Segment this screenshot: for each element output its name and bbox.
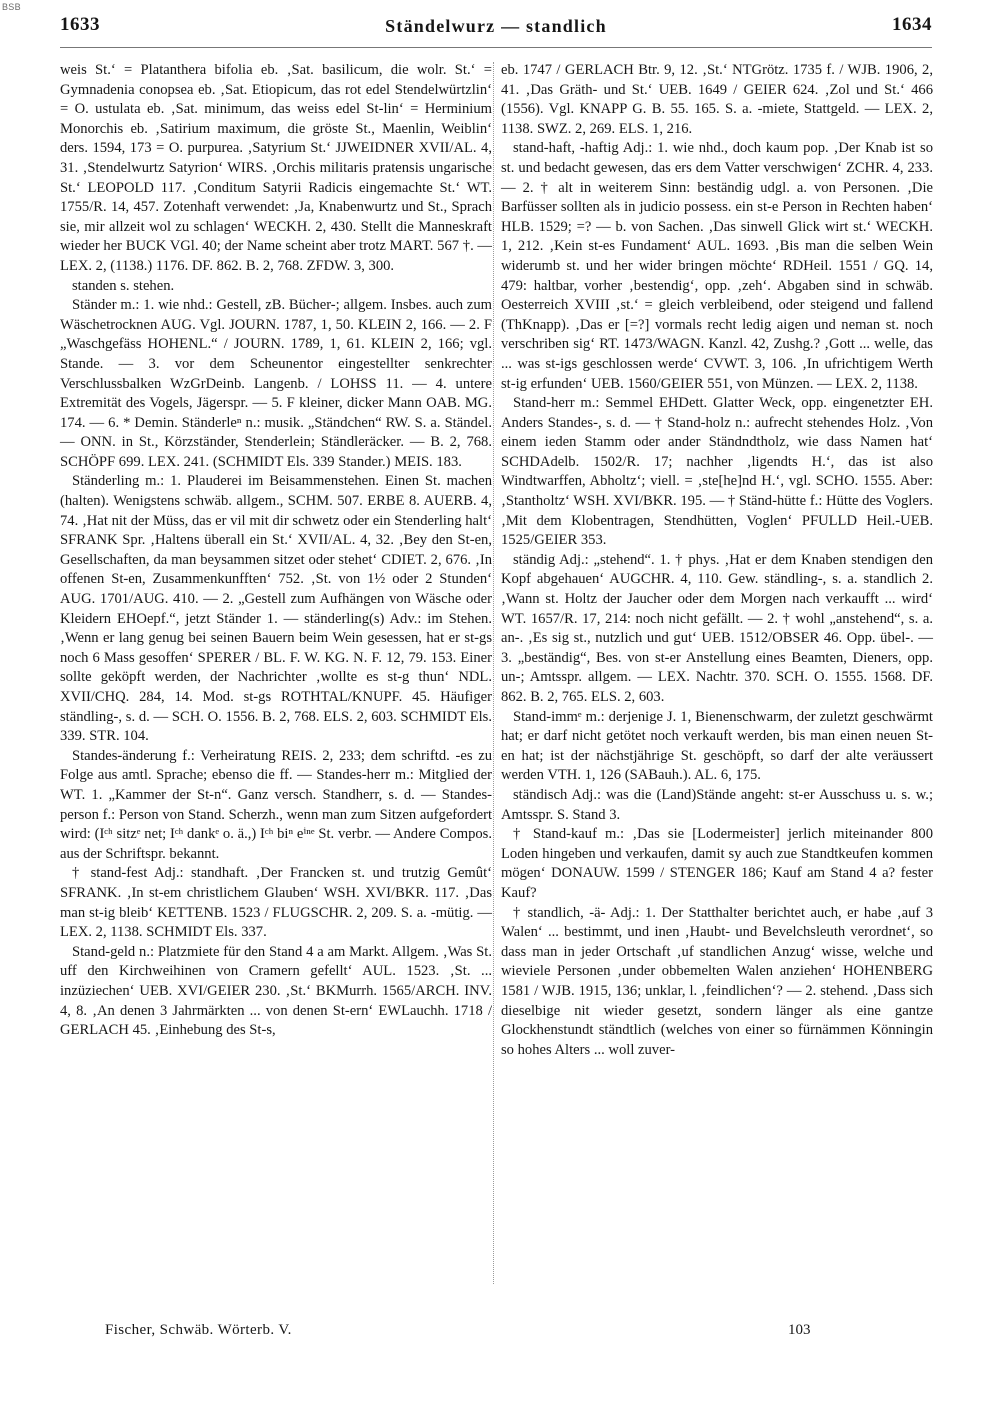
page-number-right: 1634 (892, 14, 932, 35)
entry-paragraph: Standes-änderung f.: Verheiratung REIS. 2, 233; dem schriftd. -es zu Folge aus amtl. Sprache; ebenso die ff. — Standes-herr m.: Mitglied der WT. 1. „Kammer der St-n“. Ganz versch. Standherr, s. d. — Standes-person f.: Person von Stand. Scherzh., wenn man zum Sitzen aufgefordert wird: (Iᶜʰ sitzᵉ net; Iᶜʰ dankᵉ o. ä.,) Iᶜʰ biⁿ eⁱⁿᵉ St. verbr. — Andere Compos. aus der Schriftspr. bekannt. (60, 747, 492, 862)
header-rule (60, 47, 932, 48)
entry-paragraph: weis St.‘ = Platanthera bifolia eb. ‚Sat. basilicum, die wolr. St.‘ = Gymnadenia conopsea eb. ‚Sat. Etiopicum, das rot edel Stendelwürtzlin‘ = O. ustulata eb. ‚Sat. minimum, das weiss edel St-lin‘ = Herminium Monorchis eb. ‚Satirium maximum, die gröste St., Maenlin, Weiblin‘ ders. 1594, 173 = O. purpurea. ‚Satyrium St.‘ JJWEIDNER XVII/AL. 4, 31. ‚Stendelwurtz Satyrion‘ WIRS. ‚Orchis militaris pratensis ungarische St.‘ LEOPOLD 117. ‚Conditum Satyrii Radicis eingemachte St.‘ WT. 1755/R. 14, 457. Zotenhaft verwendet: ‚Ja, Knabenwurtz und St., Sprach sie, mir allzeit wol zu schlagen‘ WECKH. 2, 430. Stellt die Manneskraft wieder her BUCK VGl. 40; der Name scheint aber trotz MART. 567 †. — LEX. 2, (1138.) 1176. DF. 862. B. 2, 768. ZFDW. 3, 300. (60, 62, 492, 274)
column-divider (493, 62, 494, 1284)
entry-paragraph: † standlich, -ä- Adj.: 1. Der Statthalter berichtet auch, er habe ‚auf 3 Walen‘ ... bestimmt, und inen ‚Haubt- und Bevelchsleuth verordnet‘, so dass man in jeder Ortschaft ‚uf standlichen Anzug‘ wisse, welche und wieviele Personen ‚under obbemelten Walen anziehen‘ HOHENBERG 1581 / WJB. 1915, 136; unklar, l. ‚feindlichen‘? — 2. stehend. ‚Dass sich dieselbige nit wieder gesetzt, sondern länger als eine gantze Glockhenstundt ständtlich (welches von einer so fürnämmen Könningin so hohes Alters ... woll zuver- (501, 904, 933, 1058)
running-title: Ständelwurz — standlich (385, 16, 607, 36)
footer-source: Fischer, Schwäb. Wörterb. V. (105, 1322, 292, 1338)
footer-sheet-number: 103 (788, 1322, 811, 1338)
page-header (60, 14, 932, 44)
entry-paragraph: ständisch Adj.: was die (Land)Stände angeht: st-er Ausschuss u. s. w.; Amtsspr. S. Stand 3. (501, 786, 933, 823)
entry-paragraph: Ständer m.: 1. wie nhd.: Gestell, zB. Bücher-; allgem. Insbes. auch zum Wäschetrocknen AUG. Vgl. JOURN. 1787, 1, 50. KLEIN 2, 166. — 2. F „Waschgefäss HOHENL.“ / JOURN. 1789, 1, 61. KLEIN 2, 166; vgl. Stande. — 3. vor dem Scheunentor eingestellter senkrechter Verschlussbalken WzGrDeinb. Langenb. / LOHSS 11. — 4. untere Extremität des Vogels, Jägerspr. — 5. F kleiner, dicker Mann OAB. MG. 174. — 6. * Demin. Ständerleⁿ n.: musik. „Ständchen“ RW. S. a. Ständel. — ONN. in St., Körzständer, Stenderlein; Ständleräcker. — B. 2, 768. SCHÖPF 699. LEX. 241. (SCHMIDT Els. 339 Stander.) MEIS. 183. (60, 297, 492, 470)
entry-paragraph: stand-haft, -haftig Adj.: 1. wie nhd., doch kaum pop. ‚Der Knab ist so st. und bedacht gewesen, das ers dem Vatter verschwigen‘ ZCHR. 4, 233. — 2. † alt in weiterem Sinn: beständig udgl. a. von Personen. ‚Die Barfüsser sollten als in judicio possess. ein st-e Person in Rechten haben‘ HLB. 1529; =? — b. von Sachen. ‚Das sinwell Glick wirt st.‘ WECKH. 1, 212. ‚Kein st-es Fundament‘ AUL. 1693. ‚Bis man die selben Wein widerumb st. und her wider bringen möchte‘ RDHeil. 1551 / GQ. 14, 479: haltbar, vorher ‚bestendig‘, opp. ‚zeh‘. Abgaben sind in schwäb. Oesterreich XVIII ‚st.‘ = gleich verbleibend, oder steigend und fallend (ThKnapp). ‚Das er [=?] vormals recht ledig aigen und neman st. noch verschriben sig‘ RT. 1473/WAGN. Kanzl. 42, Zushg.? ‚Gott ... welle, das ... was st-igs geschlossen werde‘ CVWT. 3, 106. ‚In ufrichtigem Werth st-ig erfunden‘ UEB. 1560/GEIER 551, von Münzen. — LEX. 2, 1138. (501, 140, 933, 392)
left-column (60, 61, 492, 1041)
entry-paragraph: Ständerling m.: 1. Plauderei im Beisammenstehen. Einen St. machen (halten). Wenigstens schwäb. allgem., SCHM. 507. ERBE 8. AUERB. 4, 74. ‚Hat nit der Müss, das er vil mit dir schwetz oder ein Stenderling halt‘ SFRANK Spr. ‚Haltens überall ein St.‘ XVII/AL. 4, 32. ‚Bey den St-en, Gesellschaften, da man beysammen sitzet oder stehet‘ CDIET. 2, 676. ‚In offenen St-en, Zusammenkunfften‘ 752. ‚St. von 1½ oder 2 Stunden‘ AUG. 1701/AUG. 410. — 2. „Gestell zum Aufhängen von Wäsche oder Kleidern EHOepf.“, jetzt Ständer 1. — ständerling(s) Adv.: im Stehen. ‚Wenn er lang genug bei seinen Bauern beim Wein gesessen, hat er st-gs noch 6 Mass gesoffen‘ SPERER / BL. F. W. KG. N. F. 12, 79. 153. Einer sollte geköpft werden, der Nachrichter ‚wollte es st-g thun‘ NDL. XVII/CHQ. 284, 14. Mod. st-gs ROTHTAL/KNUPF. 45. Häufiger ständling-, s. d. — SCH. O. 1556. B. 2, 768. ELS. 2, 603. SCHMIDT Els. 339. STR. 104. (60, 473, 492, 745)
entry-paragraph: Stand-herr m.: Semmel EHDett. Glatter Weck, opp. eingenetzter EH. Anders Standes-, s. d. — † Stand-holz n.: aufrecht stehendes Holz. ‚Von einem ieden Stamm oder ander Ständndtholz, wie dass Namen hat‘ SCHDAdelb. 1502/R. 17; nachher ‚ligendts H.‘, das ist also Windtwarffen, Abholtz‘; viell. = ‚ste[he]nd H.‘, vgl. SCHO. 1555. Aber: ‚Stantholtz‘ WSH. XVI/BKR. 195. — † Ständ-hütte f.: Hütte des Voglers. ‚Mit dem Klobentragen, Stendhütten, Voglen‘ PFULLD Heil.-UEB. 1525/GEIER 353. (501, 395, 933, 549)
library-stamp: BSB (2, 2, 21, 12)
entry-paragraph: standen s. stehen. (72, 277, 175, 294)
entry-paragraph: Stand-immᵉ m.: derjenige J. 1, Bienenschwarm, der zuletzt geschwärmt hat; er darf nicht getötet noch verkauft werden, bis man einen neuen St-en hat; ist der nächstjährige St. geschöpft, so darf der alte veräussert werden VTH. 1, 126 (SABauh.). AL. 6, 175. (501, 708, 933, 784)
entry-paragraph: ständig Adj.: „stehend“. 1. † phys. ‚Hat er dem Knaben stendigen den Kopf abgehauen‘ AUGCHR. 4, 110. Gew. ständling-, s. a. standlich 2. ‚Wann st. Holtz der Jaucher oder dem Morgen nach verkaufft ... wird‘ WT. 1657/R. 17, 214: noch nicht gefällt. — 2. † wohl „anstehend“, s. a. an-. ‚Es sig st., nutzlich und gut‘ UEB. 1512/OBSER 46. Opp. übel-. — 3. „beständig“, Bes. von st-er Anstellung eines Beamten, Dieners, opp. un-; Amtsspr. allgem. — LEX. Nachtr. 370. SCH. O. 1555. 1568. DF. 862. B. 2, 765. ELS. 2, 603. (501, 551, 933, 705)
page-number-left: 1633 (60, 14, 100, 35)
entry-paragraph: eb. 1747 / GERLACH Btr. 9, 12. ‚St.‘ NTGrötz. 1735 f. / WJB. 1906, 2, 41. ‚Das Gräth- und St.‘ UEB. 1649 / GEIER 624. ‚Zol und St.‘ 466 (1556). Vgl. KNAPP G. B. 55. 165. S. a. -miete, Stattgeld. — LEX. 2, 1138. SWZ. 2, 269. ELS. 1, 216. (501, 62, 933, 137)
entry-paragraph: Stand-geld n.: Platzmiete für den Stand 4 a am Markt. Allgem. ‚Was St. uff den Kirchweihinen von Cramern gefellt‘ AUL. 1523. ‚St. ... inzüziechen‘ UEB. XVI/GEIER 230. ‚St.‘ BKMurrh. 1565/ARCH. INV. 4, 8. ‚An denen 3 Jahrmärkten ... von denen St-ern‘ EWLauchh. 1718 / GERLACH 45. ‚Einhebung des St-s, (60, 943, 492, 1039)
right-column (501, 61, 933, 1060)
entry-paragraph: † Stand-kauf m.: ‚Das sie [Lodermeister] jerlich miteinander 800 Loden hingeben und verkaufen, damit sy auch zue Standtkeufen kommen mögen‘ DONAUW. 1599 / STENGER 186; Kauf am Stand 4 a? fester Kauf? (501, 826, 933, 901)
page-footer (105, 1322, 932, 1346)
entry-paragraph: † stand-fest Adj.: standhaft. ‚Der Francken st. und trutzig Gemût‘ SFRANK. ‚In st-em christlichem Glauben‘ WSH. XVI/BKR. 117. ‚Das man st-ig bleib‘ KETTENB. 1523 / FLUGSCHR. 2, 209. S. a. -mütig. — LEX. 2, 1138. SCHMIDT Els. 337. (60, 865, 492, 941)
